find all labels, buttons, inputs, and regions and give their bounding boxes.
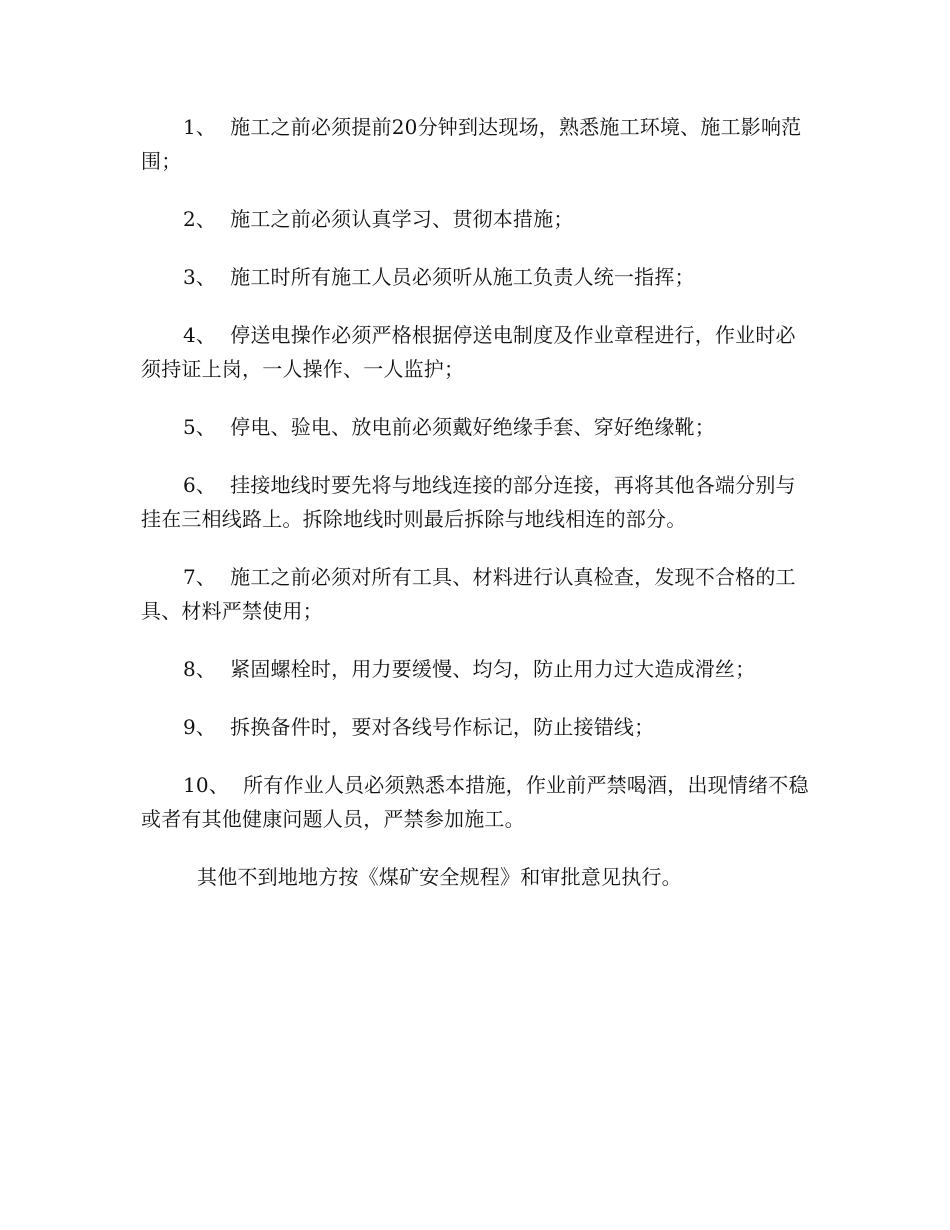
item-text: 施工之前必须认真学习、贯彻本措施； bbox=[230, 207, 574, 231]
item-number: 8、 bbox=[183, 657, 217, 681]
list-item-5 bbox=[141, 410, 809, 444]
item-number: 1、 bbox=[183, 115, 217, 139]
list-item-7 bbox=[141, 560, 809, 628]
item-number: 10、 bbox=[183, 773, 230, 797]
item-text: 停送电操作必须严格根据停送电制度及作业章程进行，作业时必须持证上岗，一人操作、一人监护； bbox=[141, 323, 796, 381]
item-text: 停电、验电、放电前必须戴好绝缘手套、穿好绝缘靴； bbox=[230, 415, 715, 439]
item-number: 6、 bbox=[183, 473, 217, 497]
item-number: 7、 bbox=[183, 565, 217, 589]
closing-paragraph: 其他不到地地方按《煤矿安全规程》和审批意见执行。 bbox=[197, 865, 682, 889]
list-item-9 bbox=[141, 710, 809, 744]
item-number: 4、 bbox=[183, 323, 217, 347]
item-number: 2、 bbox=[183, 207, 217, 231]
item-text: 所有作业人员必须熟悉本措施，作业前严禁喝酒，出现情绪不稳或者有其他健康问题人员，严禁参加施工。 bbox=[141, 773, 809, 831]
list-item-1 bbox=[141, 110, 809, 178]
list-item-2 bbox=[141, 202, 809, 236]
list-item-10 bbox=[141, 768, 809, 836]
item-text: 施工之前必须对所有工具、材料进行认真检查，发现不合格的工具、材料严禁使用； bbox=[141, 565, 796, 623]
item-text: 施工时所有施工人员必须听从施工负责人统一指挥； bbox=[230, 265, 695, 289]
item-text: 施工之前必须提前20分钟到达现场，熟悉施工环境、施工影响范围； bbox=[141, 115, 802, 173]
list-item-6 bbox=[141, 468, 809, 536]
item-number: 9、 bbox=[183, 715, 217, 739]
item-number: 3、 bbox=[183, 265, 217, 289]
list-item-3 bbox=[141, 260, 809, 294]
item-text: 拆换备件时，要对各线号作标记，防止接错线； bbox=[230, 715, 655, 739]
item-number: 5、 bbox=[183, 415, 217, 439]
item-text: 挂接地线时要先将与地线连接的部分连接，再将其他各端分别与挂在三相线路上。拆除地线时则最后拆除与地线相连的部分。 bbox=[141, 473, 796, 531]
document-body bbox=[141, 110, 809, 894]
list-item-4 bbox=[141, 318, 809, 386]
item-text: 紧固螺栓时，用力要缓慢、均匀，防止用力过大造成滑丝； bbox=[230, 657, 756, 681]
list-item-8 bbox=[141, 652, 809, 686]
